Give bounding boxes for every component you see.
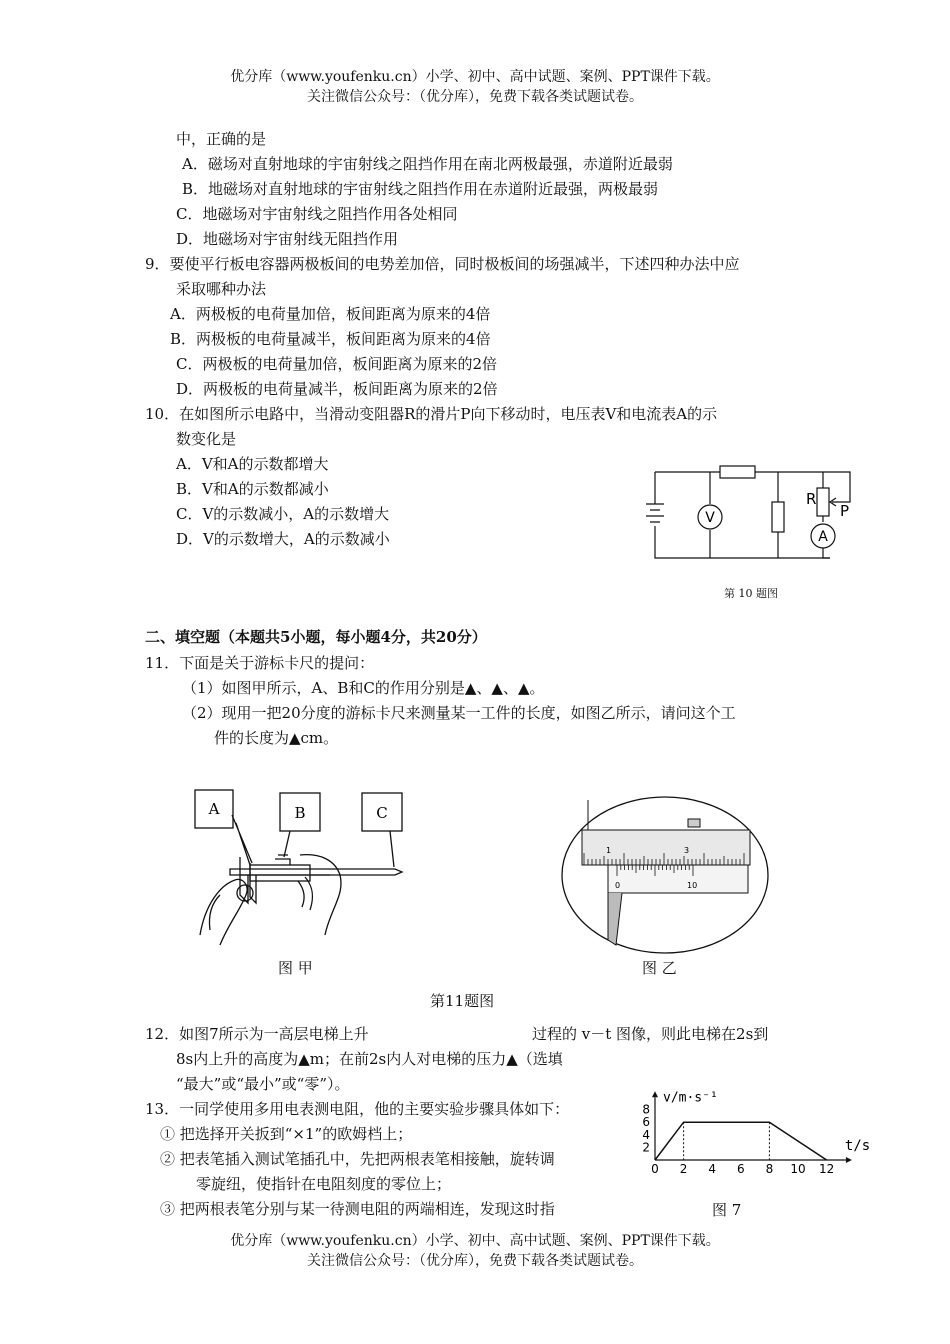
q11-stem: 11．下面是关于游标卡尺的提问： — [145, 654, 375, 672]
y-tick-label: 2 — [642, 1140, 650, 1155]
y-tick-label: 4 — [642, 1127, 650, 1142]
q10-option-a: A．V和A的示数都增大 — [176, 455, 329, 473]
q13-step-1: ① 把选择开关扳到“×1”的欧姆档上； — [160, 1125, 413, 1143]
q9-option-b: B．两极板的电荷量减半，板间距离为原来的4倍 — [170, 330, 491, 348]
main-scale-1: 1 — [606, 846, 612, 855]
q8-option-a: A．磁场对直射地球的宇宙射线之阻挡作用在南北两极最强，赤道附近最弱 — [182, 155, 673, 173]
series-resistor — [720, 466, 755, 478]
figure-7-vt-chart — [635, 1060, 875, 1176]
q8-option-c: C．地磁场对宇宙射线之阻挡作用各处相同 — [176, 205, 458, 223]
caliper-figure-jia — [180, 785, 420, 955]
x-tick-label: 2 — [679, 1162, 688, 1176]
q9-stem-line-1: 9．要使平行板电容器两极板间的电势差加倍，同时极板间的场强减半，下述四种办法中应 — [145, 255, 740, 273]
q8-option-d: D．地磁场对宇宙射线无阻挡作用 — [176, 230, 399, 248]
x-tick-label: 6 — [736, 1162, 745, 1176]
caption-jia: 图 甲 — [278, 959, 313, 977]
q9-option-d: D．两极板的电荷量减半，板间距离为原来的2倍 — [176, 380, 498, 398]
rheostat-label: R — [806, 490, 817, 508]
q12-line-2: 8s内上升的高度为▲m；在前2s内人对电梯的压力▲（选填 — [176, 1050, 563, 1068]
q10-option-b: B．V和A的示数都减小 — [176, 480, 329, 498]
q10-stem-line-2: 数变化是 — [176, 430, 237, 448]
ammeter-label: A — [818, 529, 828, 545]
voltmeter-label: V — [705, 510, 715, 526]
caption-yi: 图 乙 — [642, 959, 677, 977]
q10-option-d: D．V的示数增大，A的示数减小 — [176, 530, 390, 548]
q11-part-1: （1）如图甲所示，A、B和C的作用分别是▲、▲、▲。 — [182, 679, 545, 697]
q10-stem-line-1: 10．在如图所示电路中，当滑动变阻器R的滑片P向下移动时，电压表V和电流表A的示 — [145, 405, 718, 423]
box-a-label: A — [208, 800, 220, 818]
q9-stem-line-2: 采取哪种办法 — [176, 280, 267, 298]
x-tick-label: 12 — [818, 1162, 835, 1176]
q13-step-2-line-2: 零旋纽，使指针在电阻刻度的零位上； — [196, 1175, 452, 1193]
section-2-title: 二、填空题（本题共5小题，每小题4分，共20分） — [145, 628, 487, 646]
x-tick-label: 10 — [790, 1162, 806, 1176]
x-tick-label: 0 — [651, 1162, 659, 1176]
vernier-10: 10 — [687, 881, 698, 890]
q12-line-3: “最大”或“最小”或“零”）。 — [176, 1075, 350, 1093]
x-axis-label: t/s — [844, 1138, 871, 1154]
q8-continuation: 中，正确的是 — [176, 130, 267, 148]
y-tick-label: 8 — [642, 1102, 650, 1117]
q12-line-1a: 12．如图7所示为一高层电梯上升 — [145, 1025, 369, 1043]
q13-stem: 13．一同学使用多用电表测电阻，他的主要实验步骤具体如下： — [145, 1100, 570, 1118]
q10-circuit-diagram — [640, 460, 870, 570]
q9-option-c: C．两极板的电荷量加倍，板间距离为原来的2倍 — [176, 355, 498, 373]
q9-option-a: A．两极板的电荷量加倍，板间距离为原来的4倍 — [170, 305, 491, 323]
main-scale-3: 3 — [684, 846, 690, 855]
q8-option-b: B．地磁场对直射地球的宇宙射线之阻挡作用在赤道附近最强，两极最弱 — [182, 180, 659, 198]
q11-part-2-line-1: （2）现用一把20分度的游标卡尺来测量某一工件的长度，如图乙所示，请问这个工 — [182, 704, 736, 722]
q10-option-c: C．V的示数减小，A的示数增大 — [176, 505, 390, 523]
rheostat-symbol — [817, 488, 829, 516]
box-b-label: B — [294, 804, 306, 822]
y-axis-arrow — [652, 1091, 658, 1097]
y-tick-label: 6 — [642, 1115, 650, 1130]
figure-7-caption: 图 7 — [712, 1201, 742, 1219]
q13-step-2-line-1: ② 把表笔插入测试笔插孔中，先把两根表笔相接触，旋转调 — [160, 1150, 555, 1168]
velocity-series-line — [655, 1122, 827, 1160]
vernier-0: 0 — [615, 881, 621, 890]
box-c-label: C — [376, 804, 388, 822]
q13-step-3: ③ 把两根表笔分别与某一待测电阻的两端相连，发现这时指 — [160, 1200, 555, 1218]
q11-figure-caption: 第11题图 — [430, 992, 495, 1010]
header-line-2: 关注微信公众号：（优分库），免费下载各类试题试卷。 — [307, 89, 643, 105]
footer-line-2: 关注微信公众号：（优分库），免费下载各类试题试卷。 — [307, 1253, 643, 1269]
q10-figure-caption: 第 10 题图 — [724, 587, 778, 600]
middle-resistor — [772, 502, 784, 532]
slider-label: P — [840, 502, 850, 520]
x-axis-arrow — [846, 1157, 852, 1163]
footer-line-1: 优分库（www.youfenku.cn）小学、初中、高中试题、案例、PPT课件下载。 — [230, 1233, 720, 1249]
q11-part-2-line-2: 件的长度为▲cm。 — [214, 729, 339, 747]
x-tick-label: 8 — [765, 1162, 774, 1176]
header-line-1: 优分库（www.youfenku.cn）小学、初中、高中试题、案例、PPT课件下载。 — [230, 69, 720, 85]
x-tick-label: 4 — [708, 1162, 717, 1176]
vernier-figure-yi — [560, 795, 770, 955]
q12-line-1b: 过程的 v－t 图像，则此电梯在2s到 — [532, 1025, 769, 1043]
y-axis-label: v/m·s⁻¹ — [663, 1090, 718, 1106]
